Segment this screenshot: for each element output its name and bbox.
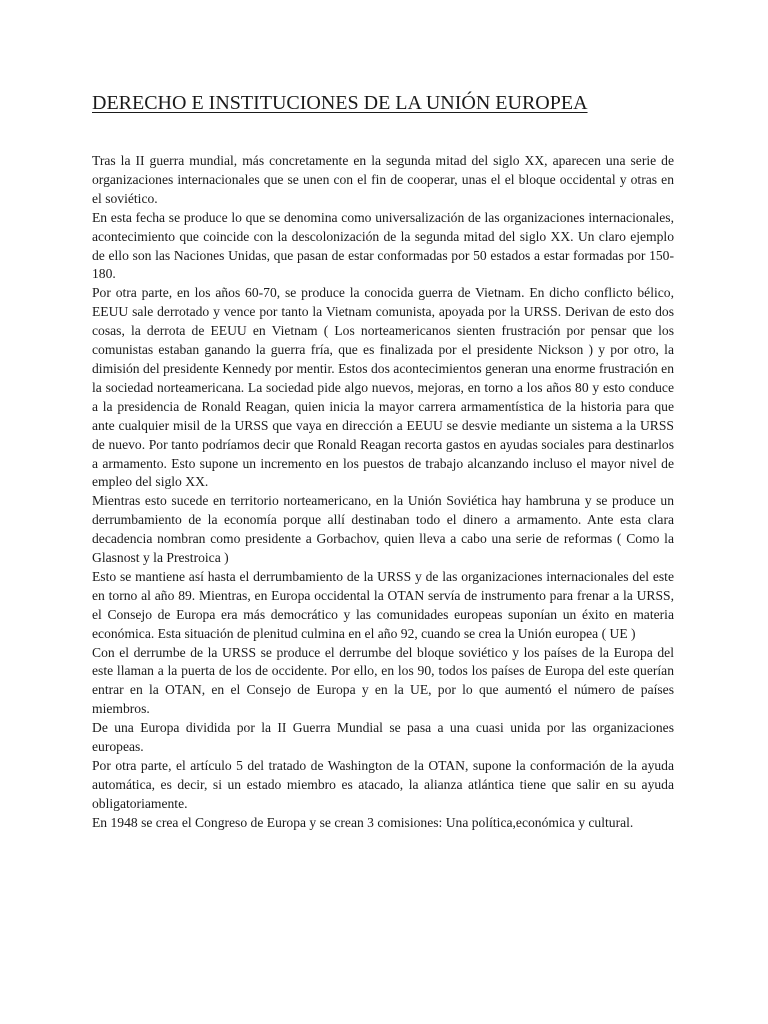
paragraph-8: Por otra parte, el artículo 5 del tratado de Washington de la OTAN, supone la conformación de la ayuda automática, es decir, si un estado miembro es atacado, la alianza atlántica tiene que salir en su ayuda obligatoriamente. bbox=[92, 758, 674, 811]
paragraph-5: Esto se mantiene así hasta el derrumbamiento de la URSS y de las organizaciones internacionales del este en torno al año 89. Mientras, en Europa occidental la OTAN servía de instrumento para frenar a la URSS, el Consejo de Europa era más democrático y las comunidades europeas suponían un éxito en materia económica. Esta situación de plenitud culmina en el año 92, cuando se crea la Unión europea ( UE ) bbox=[92, 568, 674, 641]
paragraph-2: En esta fecha se produce lo que se denomina como universalización de las organizaciones internacionales, acontecimiento que coincide con la descolonización de la segunda mitad del siglo XX. Un claro ejemplo de ello son las Naciones Unidas, que pasan de estar conformadas por 50 estados a estar formadas por 150-180. bbox=[92, 209, 674, 282]
paragraph-4: Mientras esto sucede en territorio norteamericano, en la Unión Soviética hay hambruna y se produce un derrumbamiento de la economía porque allí destinaban todo el dinero a armamento. Ante esta clara decadencia nombran como presidente a Gorbachov, quien lleva a cabo una serie de reformas ( Como la Glasnost y la Prestroica ) bbox=[92, 493, 674, 566]
paragraph-3: Por otra parte, en los años 60-70, se produce la conocida guerra de Vietnam. En dicho conflicto bélico, EEUU sale derrotado y vence por tanto la Vietnam comunista, apoyada por la URSS. Derivan de esto dos cosas, la derrota de EEUU en Vietnam ( Los norteamericanos sienten frustración por pensar que los comunistas estaban ganando la guerra fría, que es finalizada por el presidente Nickson ) y por otro, la dimisión del presidente Kennedy por mentir. Estos dos acontecimientos generan una enorme frustración en la sociedad norteamericana. La sociedad pide algo nuevos, mejoras, en torno a los años 80 y esto conduce a la presidencia de Ronald Reagan, quien inicia la mayor carrera armamentística de la historia para que ante cualquier misil de la URSS que vaya en dirección a EEUU se desvie mediante un sistema a la URSS de nuevo. Por tanto podríamos decir que Ronald Reagan recorta gastos en ayudas sociales para destinarlos a armamento. Esto supone un incremento en los puestos de trabajo alcanzando incluso el mayor nivel de empleo del siglo XX. bbox=[92, 285, 674, 490]
document-body bbox=[92, 152, 674, 833]
paragraph-1: Tras la II guerra mundial, más concretamente en la segunda mitad del siglo XX, aparecen una serie de organizaciones internacionales que se unen con el fin de cooperar, unas el el bloque occidental y otras en el soviético. bbox=[92, 153, 674, 206]
paragraph-7: De una Europa dividida por la II Guerra Mundial se pasa a una cuasi unida por las organizaciones europeas. bbox=[92, 720, 674, 755]
paragraph-9: En 1948 se crea el Congreso de Europa y se crean 3 comisiones: Una política,económica y cultural. bbox=[92, 814, 634, 830]
document-page bbox=[92, 92, 674, 833]
document-title: DERECHO E INSTITUCIONES DE LA UNIÓN EUROPEA bbox=[92, 92, 588, 114]
paragraph-6: Con el derrumbe de la URSS se produce el derrumbe del bloque soviético y los países de la Europa del este llaman a la puerta de los de occidente. Por ello, en los 90, todos los países de Europa del este querían entrar en la OTAN, en el Consejo de Europa y en la UE, por lo que aumentó el número de países miembros. bbox=[92, 644, 674, 717]
